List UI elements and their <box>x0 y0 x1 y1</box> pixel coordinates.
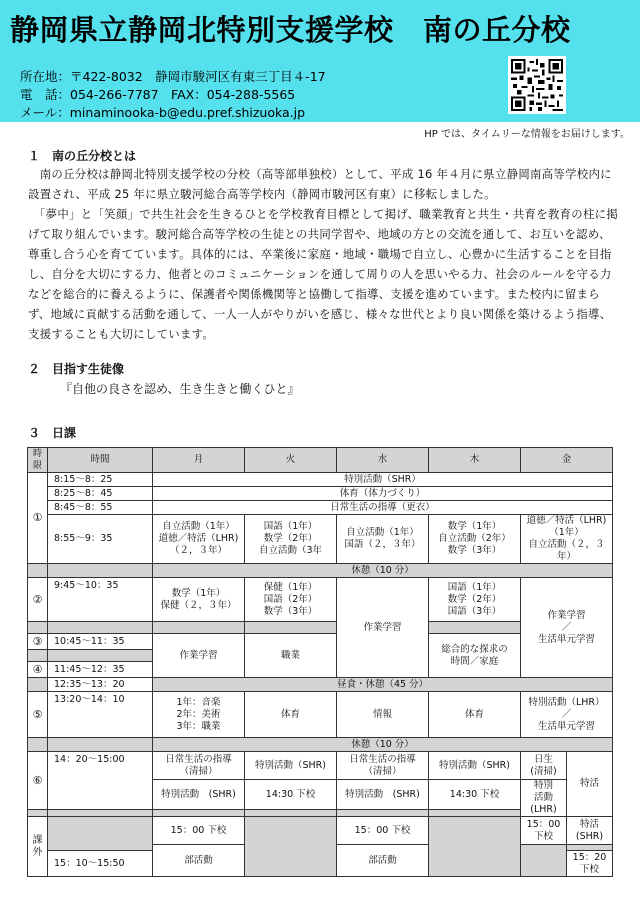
period-1: ① <box>28 473 48 564</box>
email-link[interactable]: メール：minaminooka-b@edu.pref.shizuoka.jp <box>20 105 306 120</box>
qr-code-icon[interactable] <box>508 56 566 114</box>
mon-club-cell: 部活動 <box>153 845 245 877</box>
time-cell: 13:20〜14：10 <box>48 692 153 738</box>
wed-work-cell: 作業学習 <box>337 578 429 678</box>
p2-thu-cell: 国語（1年） 数学（2年） 国語（3年） <box>429 578 521 622</box>
header-time: 時間 <box>48 448 153 473</box>
p1-fri-cell: 道徳／特活（LHR) （1年） 自立活動（２，３年） <box>521 515 613 564</box>
time-cell: 11:45〜12：35 <box>48 662 153 678</box>
section-1-paragraph-1: 南の丘分校は静岡北特別支援学校の分校（高等部単独校）として、平成 16 年４月に県立静岡南高等学校内に設置され、平成 25 年に県立駿河総合高等学校内（静岡市駿河区有東）に移転しました。 <box>28 167 612 201</box>
fri-tokkatsu-shr-cell: 特活 (SHR) <box>567 817 613 845</box>
period-4: ④ <box>28 662 48 678</box>
p5-tue-cell: 体育 <box>245 692 337 738</box>
p6-wed-shr-cell: 特別活動 (SHR) <box>337 780 429 810</box>
p2-mon-cell: 数学（1年） 保健（２，３年） <box>153 578 245 622</box>
wed-club-cell: 部活動 <box>337 845 429 877</box>
p5-fri-cell: 特別活動（LHR） ／ 生活単元学習 <box>521 692 613 738</box>
extra-period: 課外 <box>28 817 48 877</box>
fitness-cell: 体育（体力づくり） <box>153 487 613 501</box>
section-1-body <box>28 164 620 344</box>
time-cell: 8:25〜8：45 <box>48 487 153 501</box>
header-thu: 木 <box>429 448 521 473</box>
time-cell: 9:45〜10：35 <box>48 578 153 622</box>
mon-dismiss-cell: 15：00 下校 <box>153 817 245 845</box>
p5-wed-cell: 情報 <box>337 692 429 738</box>
p6-mon-shr-cell: 特別活動 (SHR) <box>153 780 245 810</box>
p6-wed-daily-cell: 日常生活の指導 （清掃） <box>337 752 429 780</box>
section-1-title: １ 南の丘分校とは <box>28 149 137 163</box>
p6-fri-shr-cell: 特別 活動 (LHR) <box>521 780 567 817</box>
school-title: 静岡県立静岡北特別支援学校 南の丘分校 <box>10 13 571 47</box>
header-banner <box>0 0 640 122</box>
daily-life-cell: 日常生活の指導（更衣） <box>153 501 613 515</box>
p6-tue-dismiss-cell: 14:30 下校 <box>245 780 337 810</box>
daily-schedule-table <box>27 447 613 877</box>
time-cell: 15：10〜15:50 <box>48 851 153 877</box>
period-5: ⑤ <box>28 692 48 738</box>
thu-inquiry-cell: 総合的な探求の 時間／家庭 <box>429 634 521 678</box>
section-3-title: ３ 日課 <box>28 426 77 440</box>
address-text: 所在地：〒422-8032 静岡市駿河区有東三丁目４-17 <box>20 69 326 84</box>
period-2: ② <box>28 578 48 622</box>
shr-cell: 特別活動（SHR） <box>153 473 613 487</box>
p1-tue-cell: 国語（1年） 数学（2年） 自立活動（3年 <box>245 515 337 564</box>
p6-tue-shr-cell: 特別活動（SHR) <box>245 752 337 780</box>
time-cell: 8:45〜8：55 <box>48 501 153 515</box>
p1-thu-cell: 数学（1年） 自立活動（2年） 数学（3年） <box>429 515 521 564</box>
period-3: ③ <box>28 634 48 650</box>
section-2-title: ２ 目指す生徒像 <box>28 362 125 376</box>
fri-dismiss-cell: 15：00 下校 <box>521 817 567 845</box>
header-wed: 水 <box>337 448 429 473</box>
p6-fri-daily-cell: 日生 (清掃) <box>521 752 567 780</box>
mon-work-cell: 作業学習 <box>153 634 245 678</box>
p6-thu-dismiss-cell: 14:30 下校 <box>429 780 521 810</box>
fri-work-life-cell: 作業学習 ／ 生活単元学習 <box>521 578 613 678</box>
p1-wed-cell: 自立活動（1年） 国語（２，３年） <box>337 515 429 564</box>
p6-fri-tokkatsu-cell: 特活 <box>567 752 613 817</box>
time-cell: 8:15〜8：25 <box>48 473 153 487</box>
section-1-paragraph-2: 「夢中」と「笑顔」で共生社会を生きるひとを学校教育目標として掲げ、職業教育と共生・共育を教育の柱に掲げて取り組んでいます。駿河総合高等学校の生徒との共同学習や、地域の方との交流を通して、お互いを認め、尊重し合う心を育てています。具体的には、卒業後に家庭・地域・職場で自立し、心豊かに生活することを目指し、自分を大切にする力、他者とのコミュニケーションを通して周りの人を思いやる力、社会のルールを守る力などを総合的に養えるように、保護者や関係機関等と協働して指導、支援を進めています。また校内に留まらず、地域に貢献する活動を通して、一人一人がやりがいを感じ、様々な世代とより良い関係を築けるよう指導、支援することも大切にしています。 <box>28 207 619 341</box>
break-cell: 休憩（10 分） <box>153 564 613 578</box>
time-cell: 14：20〜15:00 <box>48 752 153 810</box>
time-cell: 12:35〜13：20 <box>48 678 153 692</box>
header-period: 時限 <box>28 448 48 473</box>
hp-note: HP では、タイムリーな情報をお届けします。 <box>424 129 630 140</box>
wed-dismiss-cell: 15：00 下校 <box>337 817 429 845</box>
p6-mon-daily-cell: 日常生活の指導 （清掃） <box>153 752 245 780</box>
tue-job-cell: 職業 <box>245 634 337 678</box>
header-mon: 月 <box>153 448 245 473</box>
phone-text: 電 話：054-266-7787 FAX：054-288-5565 <box>20 87 296 102</box>
break-cell: 休憩（10 分） <box>153 738 613 752</box>
p6-thu-shr-cell: 特別活動（SHR) <box>429 752 521 780</box>
p1-mon-cell: 自立活動（1年） 道徳／特活（LHR) （２，３年） <box>153 515 245 564</box>
lunch-cell: 昼食・休憩（45 分） <box>153 678 613 692</box>
period-6: ⑥ <box>28 752 48 810</box>
student-ideal-motto: 『自他の良さを認め、生き生きと働くひと』 <box>60 382 300 396</box>
header-fri: 金 <box>521 448 613 473</box>
p5-thu-cell: 体育 <box>429 692 521 738</box>
p2-tue-cell: 保健（1年） 国語（2年） 数学（3年） <box>245 578 337 622</box>
header-tue: 火 <box>245 448 337 473</box>
fri-dismiss-1520-cell: 15：20 下校 <box>567 851 613 877</box>
time-cell: 8:55〜9：35 <box>48 515 153 564</box>
time-cell: 10:45〜11：35 <box>48 634 153 650</box>
p5-mon-cell: 1年：音楽 2年：美術 3年：職業 <box>153 692 245 738</box>
